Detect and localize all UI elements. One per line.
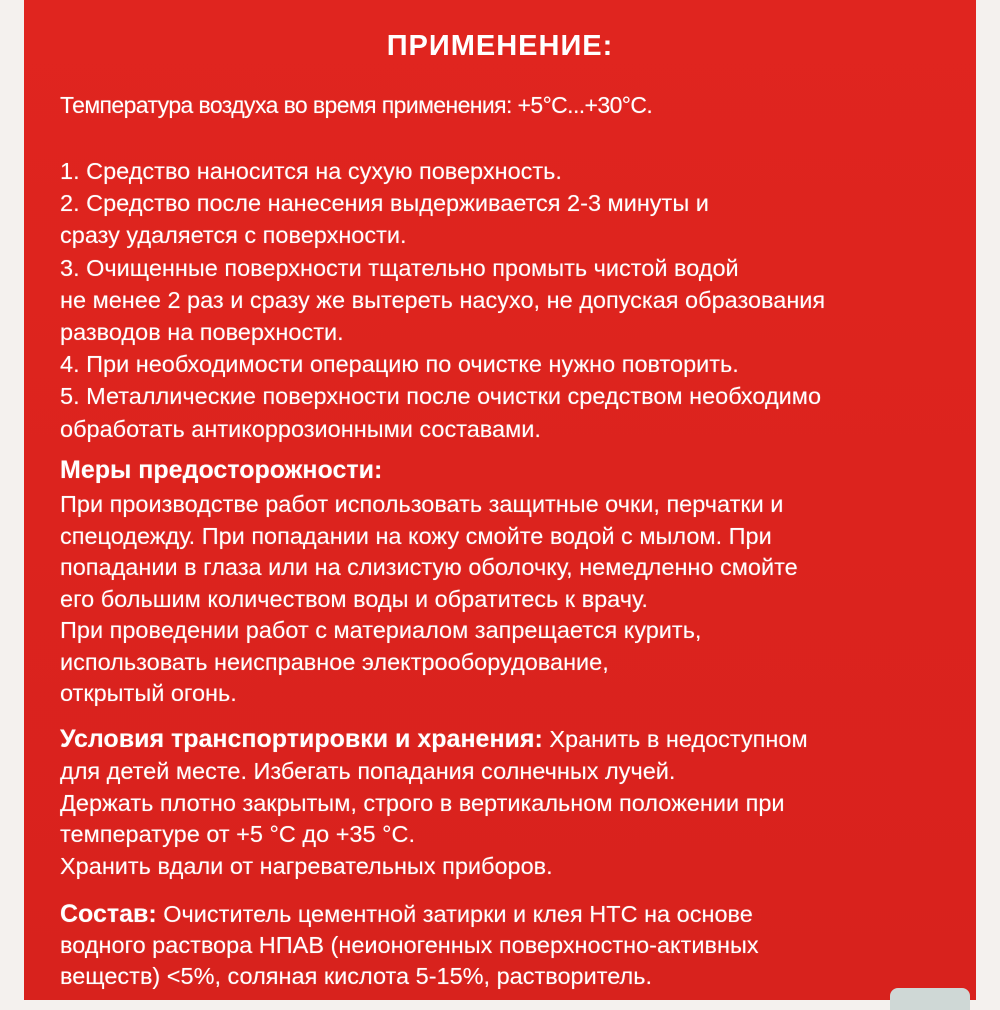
package-corner bbox=[890, 988, 970, 1010]
storage-text: Хранить в недоступном bbox=[542, 726, 808, 752]
precaution-line: использовать неисправное электрооборудование, bbox=[60, 648, 609, 675]
composition-line: водного раствора НПАВ (неионогенных поверхностно-активных bbox=[60, 932, 759, 958]
instruction-line: обработать антикоррозионными составами. bbox=[60, 415, 541, 442]
precaution-line: открытый огонь. bbox=[60, 680, 237, 706]
storage-line: Хранить вдали от нагревательных приборов. bbox=[60, 852, 553, 879]
instruction-line: 3. Очищенные поверхности тщательно промыть чистой водой bbox=[60, 254, 739, 281]
composition-heading: Состав: bbox=[60, 900, 157, 928]
precaution-line: При проведении работ с материалом запрещается курить, bbox=[60, 617, 702, 643]
composition-text: Очиститель цементной затирки и клея НТС на основе bbox=[156, 901, 753, 927]
precaution-line: спецодежду. При попадании на кожу смойте водой с мылом. При bbox=[60, 522, 772, 549]
storage-line: для детей месте. Избегать попадания солнечных лучей. bbox=[60, 758, 676, 784]
storage-first-line bbox=[60, 724, 808, 755]
instruction-line: не менее 2 раз и сразу же вытереть насухо, не допуская образования bbox=[60, 286, 826, 313]
instruction-line: 2. Средство после нанесения выдерживается 2-3 минуты и bbox=[60, 190, 709, 217]
composition-first-line bbox=[60, 899, 753, 930]
storage-line: температуре от +5 °С до +35 °С. bbox=[60, 821, 415, 847]
instruction-line: 5. Металлические поверхности после очистки средством необходимо bbox=[60, 383, 822, 410]
instruction-line: 1. Средство наносится на сухую поверхность. bbox=[60, 158, 562, 184]
instruction-line: сразу удаляется с поверхности. bbox=[60, 222, 407, 249]
precaution-line: попадании в глаза или на слизистую оболочку, немедленно смойте bbox=[60, 554, 798, 580]
storage-line: Держать плотно закрытым, строго в вертикальном положении при bbox=[60, 789, 785, 816]
precaution-line: При производстве работ использовать защитные очки, перчатки и bbox=[60, 491, 784, 517]
precautions-heading: Меры предосторожности: bbox=[60, 456, 383, 484]
page-title: ПРИМЕНЕНИЕ: bbox=[386, 30, 614, 62]
temperature-text: Температура воздуха во время применения: +5°С...+30°С. bbox=[60, 92, 653, 118]
storage-heading: Условия транспортировки и хранения: bbox=[60, 725, 543, 753]
precaution-line: его большим количеством воды и обратитесь к врачу. bbox=[60, 585, 648, 612]
composition-line: веществ) <5%, соляная кислота 5-15%, растворитель. bbox=[60, 963, 653, 989]
instruction-line: 4. При необходимости операцию по очистке нужно повторить. bbox=[60, 351, 739, 378]
instruction-line: разводов на поверхности. bbox=[60, 319, 344, 345]
